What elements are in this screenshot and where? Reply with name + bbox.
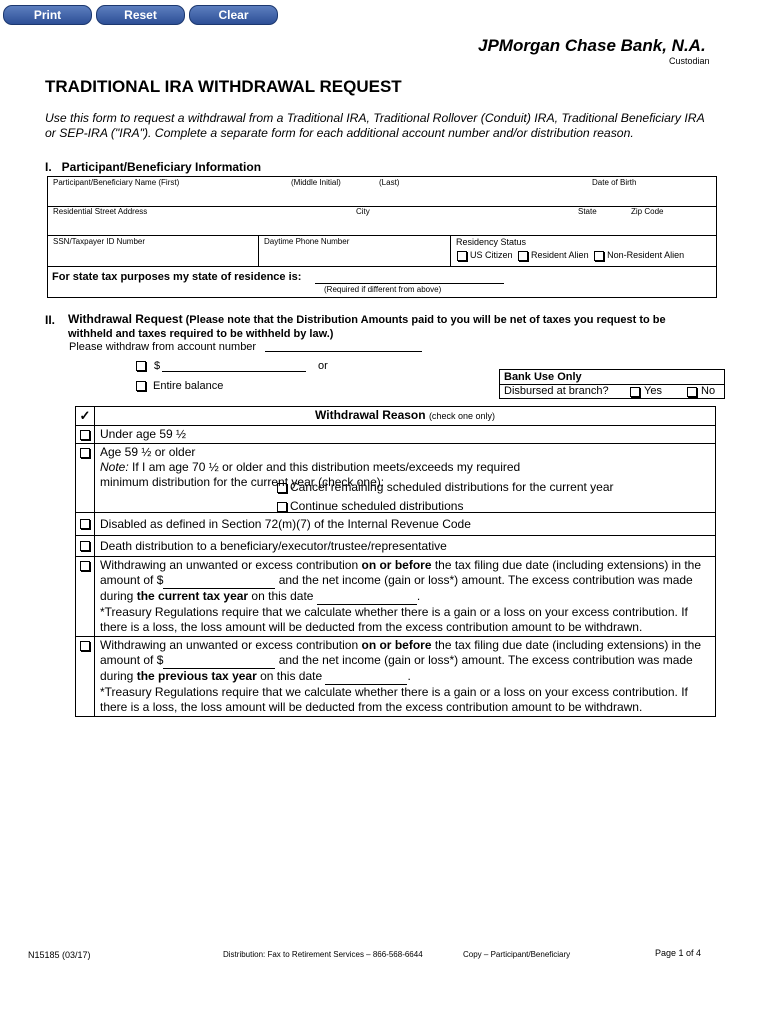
last-name-label: (Last) [379, 178, 400, 187]
print-button[interactable]: Print [3, 5, 92, 25]
account-number-label: Please withdraw from account number [69, 341, 257, 353]
table-row [76, 444, 716, 513]
account-number-field[interactable] [265, 351, 422, 352]
bank-use-label: Bank Use Only [504, 371, 582, 383]
middle-initial-label: (Middle Initial) [291, 178, 341, 187]
rmd-options [277, 477, 697, 514]
participant-info-box [47, 176, 717, 298]
ssn-label: SSN/Taxpayer ID Number [53, 237, 146, 246]
no-checkbox[interactable] [687, 387, 697, 397]
reason-excess-previous-checkbox[interactable] [80, 641, 90, 651]
section2-note: (Please note that the Distribution Amounts paid to you will be net of taxes you request to be withheld and taxes required to be withheld by law.) [68, 314, 666, 340]
reason-death-checkbox[interactable] [80, 541, 90, 551]
table-row [76, 637, 716, 717]
or-label: or [318, 360, 328, 372]
entire-balance-label: Entire balance [153, 380, 224, 392]
reason-header-note: (check one only) [428, 411, 495, 421]
table-row [76, 557, 716, 637]
table-header [76, 407, 716, 426]
street-label: Residential Street Address [53, 207, 148, 216]
excess-amount-previous-field[interactable] [163, 653, 275, 669]
city-label: City [356, 207, 370, 216]
state-residence-field[interactable] [315, 283, 504, 284]
dollar-sign: $ [154, 360, 161, 372]
address-field[interactable] [52, 218, 711, 234]
name-field[interactable] [52, 189, 711, 205]
custodian-label: Custodian [669, 56, 710, 66]
reason-excess-current-checkbox[interactable] [80, 561, 90, 571]
note-label: Note: [100, 460, 129, 474]
copy-info: Copy – Participant/Beneficiary [463, 950, 571, 959]
section2-number: II. [45, 313, 56, 327]
cancel-distributions-label: Cancel remaining scheduled distributions for the current year [290, 480, 614, 494]
zip-label: Zip Code [631, 207, 664, 216]
required-note: (Required if different from above) [324, 285, 442, 294]
section2-heading-block [68, 312, 708, 341]
reason-excess-previous: Withdrawing an unwanted or excess contribution on or before the tax filing due date (including extensions) in the amount of $ and the net income (gain or loss*) amount. The excess contribution was made during the previous tax year on this date . *Treasury Regulations require that we calculate whether there is a gain or a loss on your excess contribution. If there is a loss, the loss amount will be deducted from the excess contribution amount to be withdrawn. [95, 637, 716, 717]
resident-alien-checkbox[interactable] [518, 251, 528, 261]
non-resident-alien-label: Non-Resident Alien [607, 250, 685, 260]
reason-death: Death distribution to a beneficiary/executor/trustee/representative [95, 536, 716, 557]
yes-checkbox[interactable] [630, 387, 640, 397]
us-citizen-label: US Citizen [470, 250, 513, 260]
reason-59-older [95, 444, 716, 513]
reason-header [95, 407, 716, 426]
dob-label: Date of Birth [592, 178, 637, 187]
reason-disabled-checkbox[interactable] [80, 519, 90, 529]
state-label: State [578, 207, 597, 216]
table-row [76, 426, 716, 444]
intro-text: Use this form to request a withdrawal from a Traditional IRA, Traditional Rollover (Conduit) IRA, Traditional Beneficiary IRA or SEP-IRA ("IRA"). Complete a separate form for each additional account number and/or distribution reason. [45, 111, 705, 140]
clear-button[interactable]: Clear [189, 5, 278, 25]
section1-heading: I. Participant/Beneficiary Information [45, 160, 262, 174]
continue-distributions-label: Continue scheduled distributions [290, 499, 464, 513]
state-tax-label: For state tax purposes my state of residence is: [52, 271, 302, 283]
residency-options [457, 250, 684, 261]
page-number: Page 1 of 4 [655, 948, 702, 958]
phone-label: Daytime Phone Number [264, 237, 350, 246]
note-text: If I am age 70 ½ or older and this distribution meets/exceeds my required minimum distribution for the current year (check one): [100, 460, 521, 489]
continue-distributions-checkbox[interactable] [277, 502, 287, 512]
excess-date-previous-field[interactable] [325, 669, 407, 685]
reason-59-older-label: Age 59 ½ or older [100, 445, 196, 459]
form-code: N15185 (03/17) [28, 950, 91, 960]
reason-excess-current: Withdrawing an unwanted or excess contribution on or before the tax filing due date (including extensions) in the amount of $ and the net income (gain or loss*) amount. The excess contribution was made during the current tax year on this date . *Treasury Regulations require that we calculate whether there is a gain or a loss on your excess contribution. If there is a loss, the loss amount will be deducted from the excess contribution amount to be withdrawn. [95, 557, 716, 637]
first-name-label: Participant/Beneficiary Name (First) [53, 178, 180, 187]
amount-field[interactable] [162, 371, 306, 372]
reason-under-59: Under age 59 ½ [95, 426, 716, 444]
reset-button[interactable]: Reset [96, 5, 185, 25]
non-resident-alien-checkbox[interactable] [594, 251, 604, 261]
amount-checkbox[interactable] [136, 361, 146, 371]
cancel-distributions-checkbox[interactable] [277, 483, 287, 493]
no-label: No [701, 385, 716, 397]
table-row [76, 513, 716, 536]
table-row [76, 536, 716, 557]
excess-date-current-field[interactable] [317, 589, 417, 605]
excess-amount-current-field[interactable] [163, 573, 275, 589]
bank-use-box [499, 369, 725, 399]
reason-59-older-checkbox[interactable] [80, 448, 90, 458]
withdrawal-reason-table [75, 406, 716, 717]
reason-under-59-checkbox[interactable] [80, 430, 90, 440]
disbursed-label: Disbursed at branch? [504, 385, 609, 397]
resident-alien-label: Resident Alien [531, 250, 589, 260]
reason-disabled: Disabled as defined in Section 72(m)(7) of the Internal Revenue Code [95, 513, 716, 536]
reason-header-label: Withdrawal Reason [315, 408, 426, 422]
us-citizen-checkbox[interactable] [457, 251, 467, 261]
check-header: ✓ [76, 407, 95, 426]
distribution-info: Distribution: Fax to Retirement Services – 866-568-6644 [223, 950, 423, 959]
bank-name: JPMorgan Chase Bank, N.A. [478, 36, 706, 55]
yes-label: Yes [644, 385, 662, 397]
section2-heading: Withdrawal Request [68, 312, 183, 326]
entire-balance-checkbox[interactable] [136, 381, 146, 391]
form-title: TRADITIONAL IRA WITHDRAWAL REQUEST [45, 77, 402, 96]
residency-label: Residency Status [456, 237, 527, 247]
